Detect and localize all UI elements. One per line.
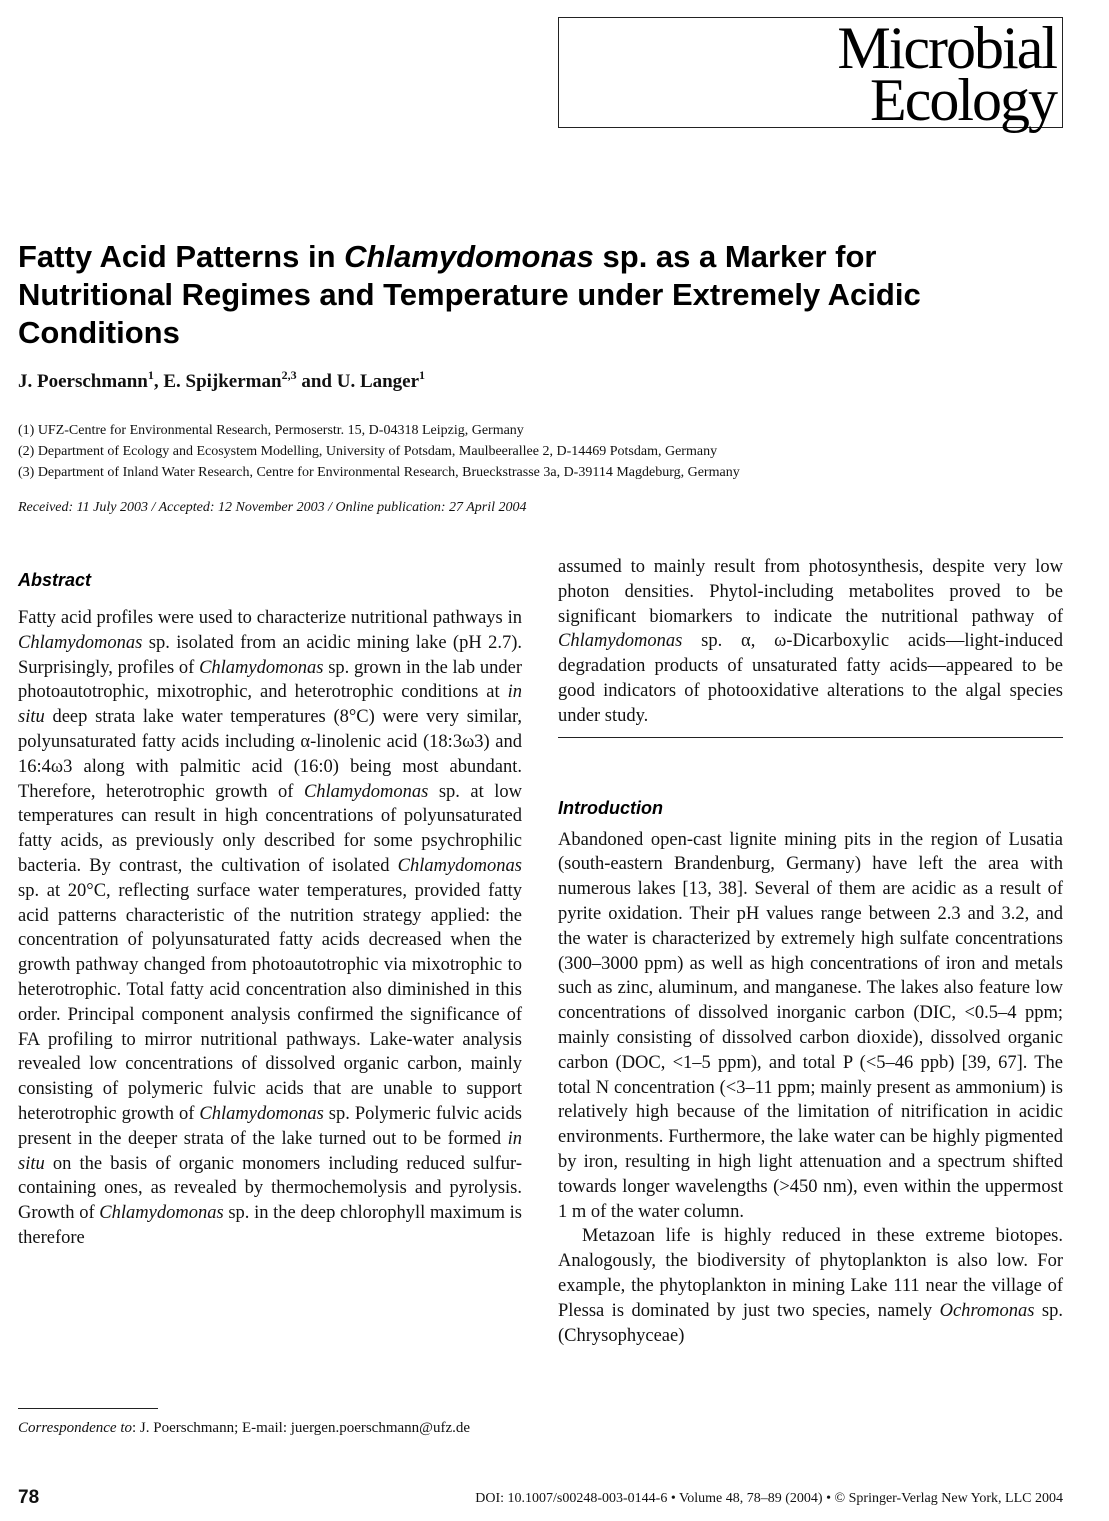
author-separator: and — [296, 371, 337, 392]
author-affiliation-mark: 1 — [147, 368, 154, 382]
introduction-heading: Introduction — [558, 797, 663, 818]
affiliation-list — [18, 420, 1078, 483]
author-name: U. Langer — [336, 371, 420, 392]
introduction-paragraph: Metazoan life is highly reduced in these extreme biotopes. Analogously, the biodiversity of phytoplankton is also low. For example, the phytoplankton in mining Lake 111 near the village of Plessa is dominated by just two species, namely Ochromonas sp. (Chrysophyceae) — [558, 1226, 1063, 1346]
right-column — [558, 555, 1063, 1348]
title-part2: sp. as a Marker for Nutritional Regimes and Temperature under Extremely Acidic Conditions — [18, 239, 921, 350]
page-number: 78 — [18, 1487, 40, 1508]
affiliation: (1) UFZ-Centre for Environmental Research, Permoserstr. 15, D-04318 Leipzig, Germany — [18, 423, 524, 438]
introduction-paragraph: Abandoned open-cast lignite mining pits in the region of Lusatia (south-eastern Brandenburg, Germany) have left the area with numerous lakes [13, 38]. Several of them are acidic as a result of pyrite oxidation. Their pH values range between 2.3 and 3.2, and the water is characterized by extremely high sulfate concentrations (300–3000 ppm) as well as high concentrations of iron and metals such as zinc, aluminum, and manganese. The lakes also feature low concentrations of dissolved inorganic carbon (DIC, <0.5–4 ppm; mainly consisting of dissolved carbon dioxide), dissolved organic carbon (DOC, <1–5 ppm), and total P (<5–46 ppb) [39, 67]. The total N concentration (<3–11 ppm; mainly present as ammonium) is relatively high because of the limitation of nitrification in acidic environments. Furthermore, the lake water can be highly pigmented by iron, resulting in high light attenuation and a spectrum shifted towards longer wavelengths (>450 nm), even within the uppermost 1 m of the water column. — [558, 829, 1063, 1222]
footnote-text: : J. Poerschmann; E-mail: juergen.poerschmann@ufz.de — [132, 1420, 471, 1436]
author-name: J. Poerschmann — [18, 371, 148, 392]
doi-footer: DOI: 10.1007/s00248-003-0144-6 • Volume 48, 78–89 (2004) • © Springer-Verlag New York, LLC 2004 — [475, 1491, 1063, 1506]
abstract-continuation: assumed to mainly result from photosynthesis, despite very low photon densities. Phytol-including metabolites proved to be significant biomarkers to indicate the nutritional pathway of Chlamydomonas sp. α, ω-Dicarboxylic acids—light-induced degradation products of unsaturated fatty acids—appeared to be good indicators of photooxidative alterations to the algal species under study. — [558, 557, 1063, 726]
journal-name-line1: Microbial — [837, 15, 1056, 81]
publication-dates: Received: 11 July 2003 / Accepted: 12 November 2003 / Online publication: 27 April 2004 — [18, 500, 527, 515]
journal-logo — [837, 15, 1056, 133]
affiliation: (3) Department of Inland Water Research, Centre for Environmental Research, Brueckstrasse 3a, D-39114 Magdeburg, Germany — [18, 465, 740, 480]
author-affiliation-mark: 1 — [419, 368, 426, 382]
author-affiliation-mark: 2,3 — [281, 368, 297, 382]
article-title — [18, 238, 1018, 352]
abstract-text: Fatty acid profiles were used to characterize nutritional pathways in Chlamydomonas sp. isolated from an acidic mining lake (pH 2.7). Surprisingly, profiles of Chlamydomonas sp. grown in the lab under photoautotrophic, mixotrophic, and heterotrophic conditions at in situ deep strata lake water temperatures (8°C) were very similar, polyunsaturated fatty acids including α-linolenic acid (18:3ω3) and 16:4ω3 along with palmitic acid (16:0) being most abundant. Therefore, heterotrophic growth of Chlamydomonas sp. at low temperatures can result in high concentrations of polyunsaturated fatty acids, as previously only described for some psychrophilic bacteria. By contrast, the cultivation of isolated Chlamydomonas sp. at 20°C, reflecting surface water temperatures, provided fatty acid patterns characteristic of the nutrition strategy applied: the concentration of polyunsaturated fatty acids decreased when the growth pathway changed from photoautotrophic via mixotrophic to heterotrophic. Total fatty acid concentration also diminished in this order. Principal component analysis confirmed the significance of FA profiling to mirror nutritional pathways. Lake-water analysis revealed low concentrations of dissolved organic carbon, mainly consisting of polymeric fulvic acids that are unable to support heterotrophic growth of Chlamydomonas sp. Polymeric fulvic acids present in the deeper strata of the lake turned out to be formed in situ on the basis of organic monomers including reduced sulfur-containing ones, as revealed by thermochemolysis and pyrolysis. Growth of Chlamydomonas sp. in the deep chlorophyll maximum is therefore — [18, 608, 523, 1248]
abstract-divider — [558, 737, 1063, 738]
affiliation: (2) Department of Ecology and Ecosystem Modelling, University of Potsdam, Maulbeerallee 2, D-14469 Potsdam, Germany — [18, 444, 718, 459]
title-italic: Chlamydomonas — [344, 239, 594, 274]
author-name: E. Spijkerman — [163, 371, 282, 392]
left-column — [18, 568, 522, 1251]
footnote-divider — [18, 1408, 158, 1409]
journal-name-line2: Ecology — [870, 67, 1056, 133]
title-part1: Fatty Acid Patterns in — [18, 239, 345, 274]
correspondence-footnote — [18, 1418, 522, 1438]
footnote-label: Correspondence to — [18, 1420, 133, 1436]
abstract-heading: Abstract — [18, 570, 92, 590]
journal-logo-box — [558, 15, 1063, 133]
author-separator: , — [153, 371, 164, 392]
author-list — [18, 368, 425, 396]
